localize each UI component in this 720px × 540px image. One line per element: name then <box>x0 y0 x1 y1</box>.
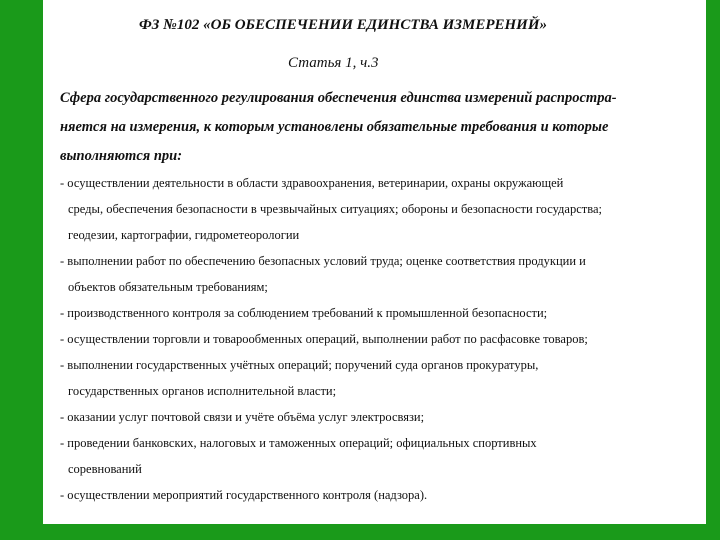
list-item <box>60 300 700 326</box>
list-item <box>60 170 700 248</box>
intro-line: Сфера государственного регулирования обеспечения единства измерений распростра- <box>60 90 617 106</box>
page-title: ФЗ №102 «ОБ ОБЕСПЕЧЕНИИ ЕДИНСТВА ИЗМЕРЕНИЙ» <box>139 17 547 33</box>
list-item-line: - производственного контроля за соблюдением требований к промышленной безопасности; <box>60 306 548 320</box>
list-item-line: - осуществлении деятельности в области здравоохранения, ветеринарии, охраны окружающей <box>60 176 564 190</box>
list-item-line: - выполнении государственных учётных операций; поручений суда органов прокуратуры, <box>60 358 539 372</box>
list-item <box>60 482 700 508</box>
list-item-line: геодезии, картографии, гидрометеорологии <box>68 228 300 242</box>
intro-line: няется на измерения, к которым установлены обязательные требования и которые <box>60 119 609 135</box>
list-item-line: соревнований <box>68 462 142 476</box>
list-item <box>60 352 700 404</box>
list-item <box>60 248 700 300</box>
intro-line: выполняются при: <box>60 148 183 164</box>
list-item-line: - осуществлении торговли и товарообменных операций, выполнении работ по расфасовке товаров; <box>60 332 588 346</box>
list-item-line: - оказании услуг почтовой связи и учёте объёма услуг электросвязи; <box>60 410 425 424</box>
list-item-line: объектов обязательным требованиям; <box>68 280 268 294</box>
requirements-list <box>60 170 700 508</box>
list-item <box>60 326 700 352</box>
intro-paragraph <box>60 84 700 171</box>
document-page <box>43 0 706 524</box>
list-item <box>60 430 700 482</box>
list-item-line: - проведении банковских, налоговых и таможенных операций; официальных спортивных <box>60 436 537 450</box>
list-item <box>60 404 700 430</box>
list-item-line: государственных органов исполнительной власти; <box>68 384 337 398</box>
list-item-line: - осуществлении мероприятий государственного контроля (надзора). <box>60 488 428 502</box>
list-item-line: среды, обеспечения безопасности в чрезвычайных ситуациях; обороны и безопасности государства; <box>68 202 602 216</box>
article-reference: Статья 1, ч.3 <box>288 55 379 71</box>
list-item-line: - выполнении работ по обеспечению безопасных условий труда; оценке соответствия продукции и <box>60 254 586 268</box>
